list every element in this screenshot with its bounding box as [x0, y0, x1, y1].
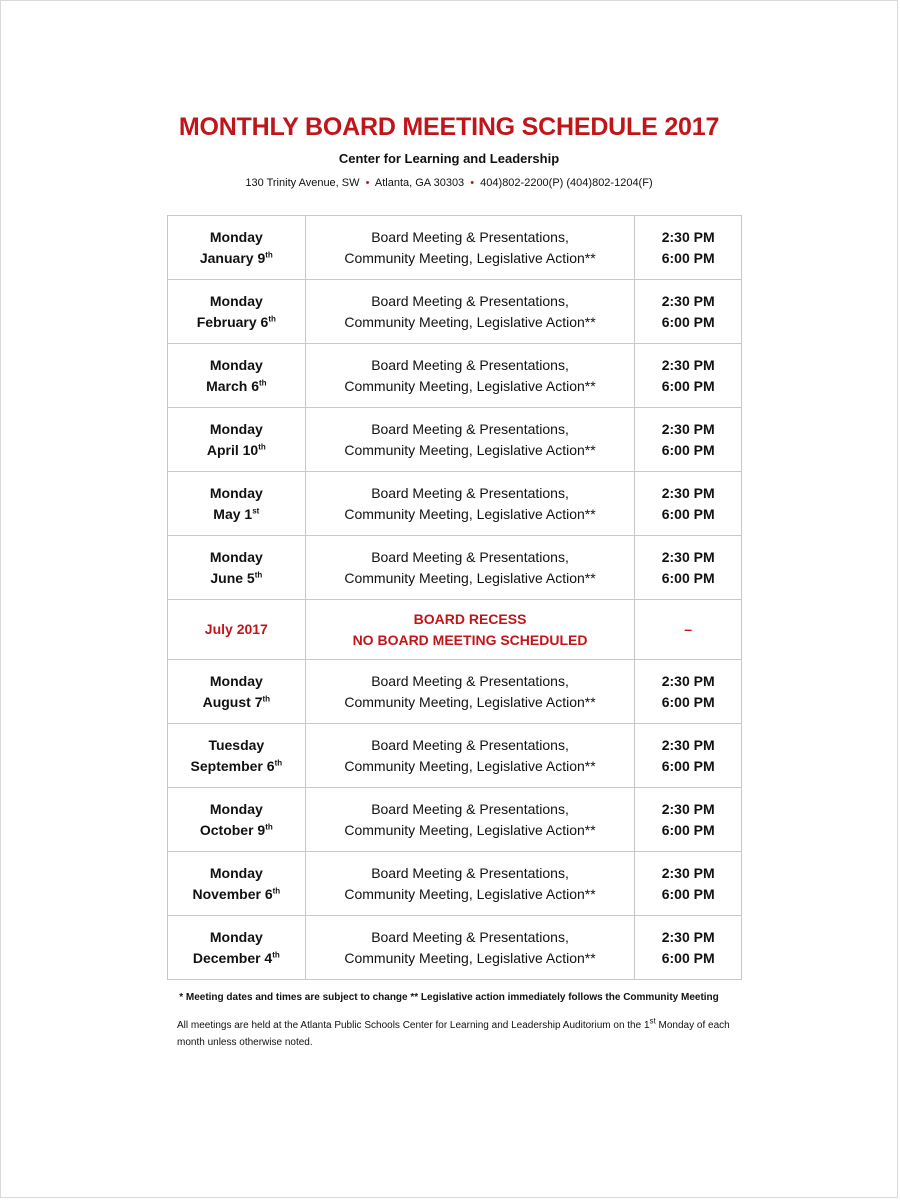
address-line [1, 177, 897, 189]
meeting-date-text: October 9 [199, 821, 266, 838]
meeting-date-suffix: st [252, 505, 260, 515]
meeting-description-line1: Board Meeting & Presentations, [371, 228, 569, 245]
meeting-description-line1: Board Meeting & Presentations, [371, 420, 569, 437]
meeting-date-suffix: th [254, 569, 263, 579]
meeting-time-cell [635, 280, 742, 344]
page-title: MONTHLY BOARD MEETING SCHEDULE 2017 [178, 113, 720, 141]
meeting-time-1: 2:30 PM [661, 800, 715, 817]
recess-month: July 2017 [204, 621, 268, 637]
meeting-time-2: 6:00 PM [661, 569, 715, 586]
meeting-date-suffix: th [272, 949, 280, 959]
meeting-description-line1: Board Meeting & Presentations, [371, 928, 569, 945]
meeting-date [168, 820, 305, 841]
meeting-date [168, 948, 305, 969]
meeting-description-line1: Board Meeting & Presentations, [371, 292, 569, 309]
footnote-location-text-end: Monday of each month unless otherwise noted. [177, 1020, 730, 1048]
footnote-location [177, 1017, 737, 1051]
meeting-time-1: 2:30 PM [661, 292, 715, 309]
meeting-description-line1: Board Meeting & Presentations, [371, 864, 569, 881]
meeting-description-cell [305, 852, 635, 916]
meeting-time-2: 6:00 PM [661, 313, 715, 330]
meeting-time-cell [635, 916, 742, 980]
meeting-date-cell [168, 852, 306, 916]
meeting-date [168, 376, 305, 397]
meeting-date-suffix: th [272, 885, 281, 895]
meeting-date-text: March 6 [206, 377, 259, 394]
page-subtitle: Center for Learning and Leadership [338, 151, 560, 166]
meeting-time-1: 2:30 PM [661, 356, 715, 373]
meeting-time-2: 6:00 PM [661, 885, 715, 902]
meeting-time-cell [635, 660, 742, 724]
meeting-date-text: August 7 [202, 693, 263, 710]
meeting-time-1: 2:30 PM [661, 484, 715, 501]
table-row [168, 472, 742, 536]
meeting-day: Monday [209, 420, 263, 437]
meeting-time-2: 6:00 PM [661, 757, 715, 774]
meeting-description-line1: Board Meeting & Presentations, [371, 736, 569, 753]
meeting-description-cell [305, 216, 635, 280]
meeting-description-cell [305, 724, 635, 788]
meeting-date-cell [168, 280, 306, 344]
address-phone: 404)802-2200(P) (404)802-1204(F) [480, 177, 653, 189]
meeting-date-text: April 10 [206, 441, 259, 458]
table-row [168, 536, 742, 600]
meeting-time-cell [635, 216, 742, 280]
meeting-description-cell [305, 788, 635, 852]
meeting-date-text: December 4 [192, 949, 273, 966]
meeting-description-line2: Community Meeting, Legislative Action** [344, 821, 596, 838]
meeting-description-line2: Community Meeting, Legislative Action** [344, 757, 596, 774]
table-row [168, 408, 742, 472]
meeting-date-suffix: th [265, 821, 273, 831]
meeting-day: Monday [209, 864, 263, 881]
table-row [168, 344, 742, 408]
meeting-description-cell [305, 536, 635, 600]
meeting-description-line2: Community Meeting, Legislative Action** [344, 313, 596, 330]
meeting-time-cell [635, 724, 742, 788]
meeting-time-2: 6:00 PM [661, 949, 715, 966]
meeting-day: Monday [209, 548, 263, 565]
meeting-date-text: November 6 [192, 885, 273, 902]
meeting-date-cell [168, 660, 306, 724]
meeting-description-line1: Board Meeting & Presentations, [371, 672, 569, 689]
meeting-day: Monday [209, 228, 263, 245]
meeting-date-suffix: th [265, 249, 273, 259]
meeting-description-line2: Community Meeting, Legislative Action** [344, 377, 596, 394]
meeting-date-cell [168, 344, 306, 408]
meeting-time-cell [635, 852, 742, 916]
footnote-meeting-changes: * Meeting dates and times are subject to change ** Legislative action immediately follows the Community Meeting [179, 992, 719, 1003]
meeting-time-2: 6:00 PM [661, 505, 715, 522]
footnote-location-suffix: st [649, 1016, 656, 1026]
meeting-time-cell [635, 472, 742, 536]
meeting-time-1: 2:30 PM [661, 928, 715, 945]
meeting-date [168, 504, 305, 525]
meeting-date-suffix: th [259, 377, 267, 387]
meeting-description-cell [305, 660, 635, 724]
meeting-time-2: 6:00 PM [661, 441, 715, 458]
meeting-date-suffix: th [268, 313, 276, 323]
meeting-description-line2: Community Meeting, Legislative Action** [344, 505, 596, 522]
meeting-time-1: 2:30 PM [661, 548, 715, 565]
meeting-date-suffix: th [258, 441, 266, 451]
table-row [168, 216, 742, 280]
bullet-separator-icon: • [470, 177, 475, 189]
meeting-date-text: May 1 [213, 505, 253, 522]
meeting-day: Monday [209, 672, 263, 689]
meeting-description-cell [305, 408, 635, 472]
meeting-description-cell [305, 344, 635, 408]
meeting-date-text: September 6 [190, 757, 275, 774]
meeting-time-2: 6:00 PM [661, 377, 715, 394]
recess-time: – [684, 621, 693, 637]
meeting-time-1: 2:30 PM [661, 736, 715, 753]
meeting-time-cell [635, 788, 742, 852]
footnote-location-text: All meetings are held at the Atlanta Public Schools Center for Learning and Leadership Auditorium on the 1 [177, 1020, 650, 1031]
recess-line2: NO BOARD MEETING SCHEDULED [352, 631, 588, 648]
meeting-date-cell [168, 216, 306, 280]
meeting-date-cell [168, 472, 306, 536]
meeting-day: Monday [209, 928, 263, 945]
table-row [168, 724, 742, 788]
meeting-date-cell [168, 536, 306, 600]
meeting-date [168, 312, 305, 333]
bullet-separator-icon: • [365, 177, 370, 189]
meeting-time-2: 6:00 PM [661, 249, 715, 266]
meeting-description-line1: Board Meeting & Presentations, [371, 356, 569, 373]
meeting-date [168, 248, 305, 269]
meeting-day: Monday [209, 484, 263, 501]
meeting-time-1: 2:30 PM [661, 672, 715, 689]
meeting-description-line1: Board Meeting & Presentations, [371, 484, 569, 501]
meeting-date-text: June 5 [210, 569, 255, 586]
recess-description-cell [305, 600, 635, 660]
meeting-day: Monday [209, 800, 263, 817]
meeting-time-2: 6:00 PM [661, 693, 715, 710]
table-row-recess [168, 600, 742, 660]
meeting-day: Monday [209, 292, 263, 309]
table-row [168, 916, 742, 980]
meeting-date-cell [168, 788, 306, 852]
meeting-date-cell [168, 916, 306, 980]
meeting-description-line2: Community Meeting, Legislative Action** [344, 441, 596, 458]
meeting-description-cell [305, 916, 635, 980]
meeting-time-2: 6:00 PM [661, 821, 715, 838]
meeting-day: Monday [209, 356, 263, 373]
meeting-date-cell [168, 408, 306, 472]
meeting-date [168, 440, 305, 461]
table-row [168, 852, 742, 916]
meeting-description-line1: Board Meeting & Presentations, [371, 800, 569, 817]
address-street: 130 Trinity Avenue, SW [245, 177, 360, 189]
meeting-description-cell [305, 280, 635, 344]
meeting-description-line2: Community Meeting, Legislative Action** [344, 693, 596, 710]
meeting-description-line2: Community Meeting, Legislative Action** [344, 949, 596, 966]
meeting-description-cell [305, 472, 635, 536]
meeting-description-line2: Community Meeting, Legislative Action** [344, 569, 596, 586]
table-row [168, 280, 742, 344]
recess-time-cell [635, 600, 742, 660]
meeting-date [168, 692, 305, 713]
meeting-description-line2: Community Meeting, Legislative Action** [344, 885, 596, 902]
recess-month-cell [168, 600, 306, 660]
table-row [168, 660, 742, 724]
meeting-time-1: 2:30 PM [661, 420, 715, 437]
meeting-date-text: January 9 [199, 249, 266, 266]
meeting-description-line2: Community Meeting, Legislative Action** [344, 249, 596, 266]
meeting-day: Tuesday [208, 736, 265, 753]
meeting-time-cell [635, 344, 742, 408]
meeting-time-cell [635, 536, 742, 600]
meeting-date-suffix: th [262, 693, 271, 703]
meeting-date-suffix: th [274, 757, 283, 767]
meeting-date-text: February 6 [196, 313, 269, 330]
meeting-date-cell [168, 724, 306, 788]
meeting-date [168, 756, 305, 777]
table-row [168, 788, 742, 852]
meeting-time-1: 2:30 PM [661, 864, 715, 881]
meeting-date [168, 568, 305, 589]
meeting-schedule-table [167, 215, 742, 980]
meeting-description-line1: Board Meeting & Presentations, [371, 548, 569, 565]
address-city: Atlanta, GA 30303 [374, 177, 465, 189]
meeting-date [168, 884, 305, 905]
recess-line1: BOARD RECESS [413, 610, 527, 627]
meeting-time-1: 2:30 PM [661, 228, 715, 245]
meeting-time-cell [635, 408, 742, 472]
